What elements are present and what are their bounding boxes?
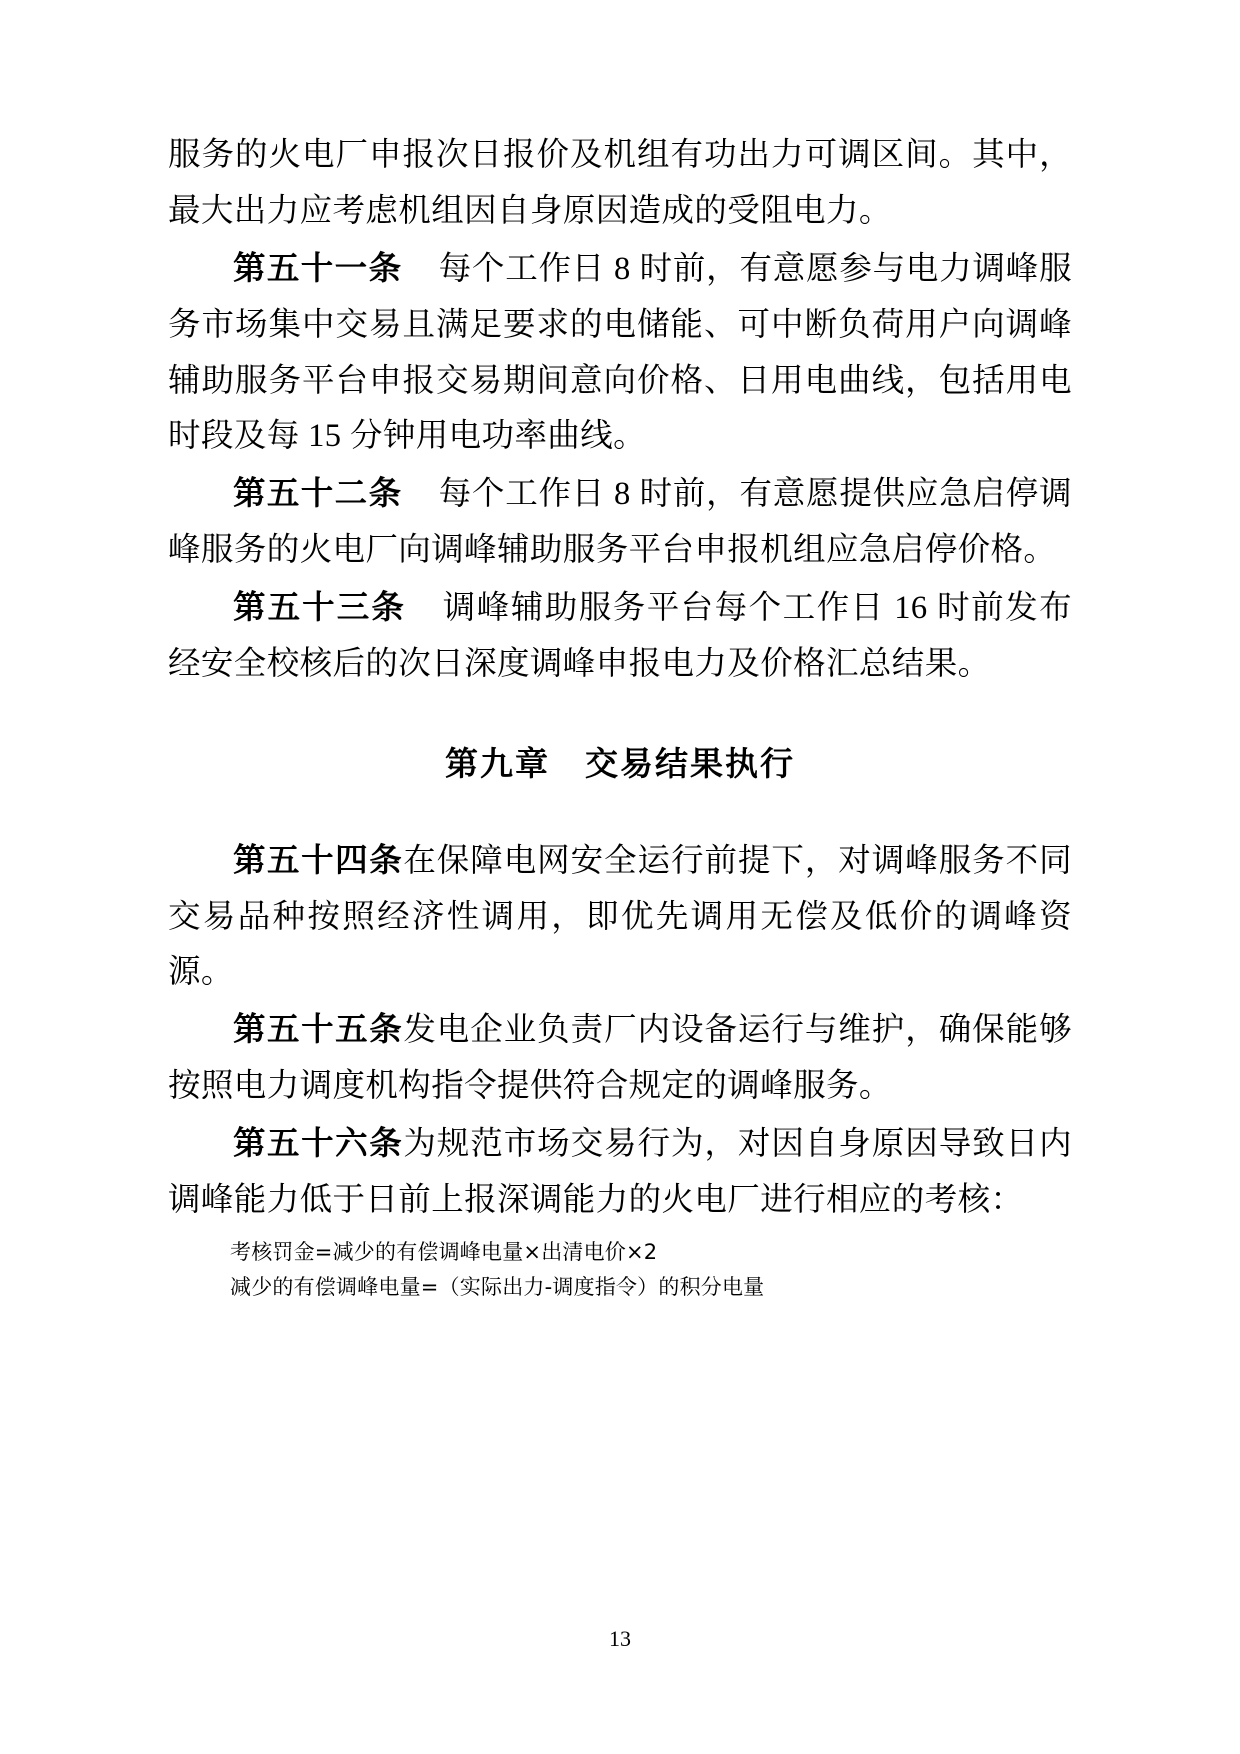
paragraph-text: 调峰辅助服务平台每个工作日 16 时前发布经安全校核后的次日深度调峰申报电力及价格汇总结果。 — [168, 590, 1072, 683]
paragraph-text: 发电企业负责厂内设备运行与维护，确保能够按照电力调度机构指令提供符合规定的调峰服务。 — [168, 1012, 1072, 1105]
article-label-51: 第五十一条 — [233, 250, 403, 287]
paragraph-article-56 — [168, 1117, 1072, 1229]
article-label-56: 第五十六条 — [233, 1126, 404, 1163]
paragraph-text: 每个工作日 8 时前，有意愿参与电力调峰服务市场集中交易且满足要求的电储能、可中断负荷用户向调峰辅助服务平台申报交易期间意向价格、日用电曲线，包括用电时段及每 15 分钟用电功率曲线。 — [168, 250, 1072, 455]
article-label-53: 第五十三条 — [233, 590, 406, 627]
paragraph-text: 每个工作日 8 时前，有意愿提供应急启停调峰服务的火电厂向调峰辅助服务平台申报机组应急启停价格。 — [168, 476, 1072, 569]
paragraph-text: 服务的火电厂申报次日报价及机组有功出力可调区间。其中，最大出力应考虑机组因自身原因造成的受阻电力。 — [168, 137, 1072, 229]
document-body — [168, 128, 1072, 1304]
article-label-54: 第五十四条 — [233, 842, 404, 879]
formula-line-reduced-energy: 减少的有偿调峰电量=（实际出力-调度指令）的积分电量 — [230, 1274, 765, 1299]
formula-block — [168, 1235, 1072, 1304]
article-label-55: 第五十五条 — [233, 1012, 404, 1049]
paragraph-continued — [168, 128, 1072, 240]
chapter-heading: 第九章 交易结果执行 — [445, 746, 795, 783]
paragraph-text: 在保障电网安全运行前提下，对调峰服务不同交易品种按照经济性调用，即优先调用无偿及低价的调峰资源。 — [168, 842, 1072, 991]
paragraph-article-55 — [168, 1003, 1072, 1115]
paragraph-article-53 — [168, 581, 1072, 693]
paragraph-article-52 — [168, 467, 1072, 579]
paragraph-article-54 — [168, 834, 1072, 1002]
formula-line-penalty: 考核罚金=减少的有偿调峰电量×出清电价×2 — [230, 1239, 658, 1264]
page-number: 13 — [609, 1626, 631, 1651]
paragraph-article-51 — [168, 242, 1072, 466]
article-label-52: 第五十二条 — [233, 476, 403, 513]
paragraph-text: 为规范市场交易行为，对因自身原因导致日内调峰能力低于日前上报深调能力的火电厂进行相应的考核： — [168, 1126, 1072, 1218]
